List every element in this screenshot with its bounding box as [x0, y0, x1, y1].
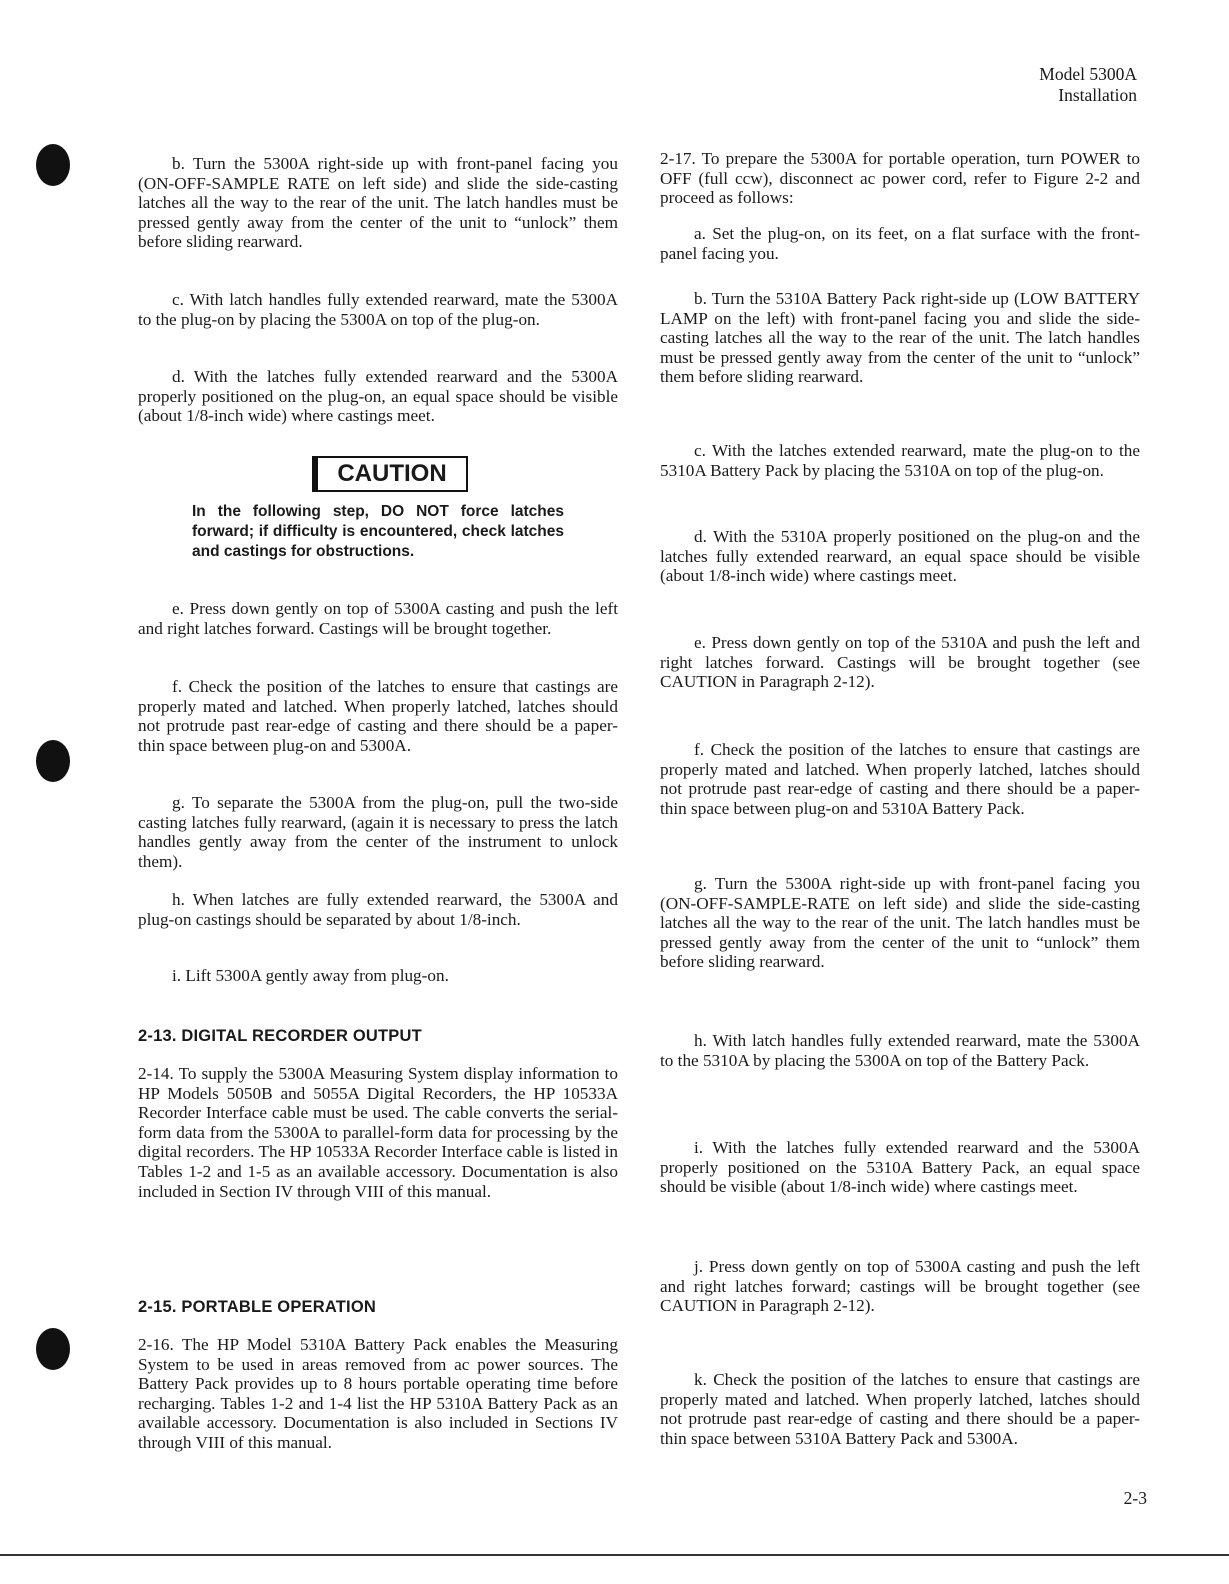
step-f-right: f. Check the position of the latches to ensure that castings are properly mated and latched. When properly latched, latches should not protrude past rear-edge of casting and there should be a paper-thin space between plug-on and 5310A Battery Pack. — [660, 740, 1140, 818]
step-c-left: c. With latch handles fully extended rearward, mate the 5300A to the plug-on by placing the 5300A on top of the plug-on. — [138, 290, 618, 329]
binder-hole-bottom — [36, 1328, 70, 1370]
heading-digital-recorder-output: 2-13. DIGITAL RECORDER OUTPUT — [138, 1027, 422, 1045]
step-d-left: d. With the latches fully extended rearward and the 5300A properly positioned on the plug-on, an equal space should be visible (about 1/8-inch wide) where castings meet. — [138, 367, 618, 426]
binder-hole-middle — [36, 740, 70, 782]
step-h-right: h. With latch handles fully extended rearward, mate the 5300A to the 5310A by placing the 5300A on top of the Battery Pack. — [660, 1031, 1140, 1070]
paragraph-2-16: 2-16. The HP Model 5310A Battery Pack enables the Measuring System to be used in areas removed from ac power sources. The Battery Pack provides up to 8 hours portable operating time before recharging. Tables 1-2 and 1-4 list the HP 5310A Battery Pack as an available accessory. Documentation is also included in Sections IV through VIII of this manual. — [138, 1335, 618, 1452]
page-header — [1039, 64, 1137, 106]
step-b-left: b. Turn the 5300A right-side up with front-panel facing you (ON-OFF-SAMPLE RATE on left side) and slide the side-casting latches all the way to the rear of the unit. The latch handles must be pressed gently away from the center of the unit to “unlock” them before sliding rearward. — [138, 154, 618, 252]
step-g-left: g. To separate the 5300A from the plug-on, pull the two-side casting latches fully rearward, (again it is necessary to press the latch handles gently away from the center of the instrument to unlock them). — [138, 793, 618, 871]
step-e-left: e. Press down gently on top of 5300A casting and push the left and right latches forward. Castings will be brought together. — [138, 599, 618, 638]
step-j-right: j. Press down gently on top of 5300A casting and push the left and right latches forward; castings will be brought together (see CAUTION in Paragraph 2-12). — [660, 1257, 1140, 1316]
step-b-right: b. Turn the 5310A Battery Pack right-side up (LOW BATTERY LAMP on the left) with front-panel facing you and slide the side-casting latches all the way to the rear of the unit. The latch handles must be pressed gently away from the center of the unit to “unlock” them before sliding rearward. — [660, 289, 1140, 387]
caution-label: CAUTION — [316, 456, 468, 492]
paragraph-2-14: 2-14. To supply the 5300A Measuring System display information to HP Models 5050B and 5055A Digital Recorders, the HP 10533A Recorder Interface cable must be used. The cable converts the serial-form data from the 5300A to parallel-form data for processing by the digital recorders. The HP 10533A Recorder Interface cable is listed in Tables 1-2 and 1-5 as an available accessory. Documentation is also included in Section IV through VIII of this manual. — [138, 1064, 618, 1201]
bottom-rule — [0, 1554, 1229, 1556]
section-label: Installation — [1058, 85, 1137, 105]
step-e-right: e. Press down gently on top of the 5310A and push the left and right latches forward. Castings will be brought together (see CAUTION in Paragraph 2-12). — [660, 633, 1140, 692]
step-d-right: d. With the 5310A properly positioned on the plug-on and the latches fully extended rearward, an equal space should be visible (about 1/8-inch wide) where castings meet. — [660, 527, 1140, 586]
model-label: Model 5300A — [1039, 64, 1137, 84]
page-number: 2-3 — [1123, 1488, 1147, 1508]
step-f-left: f. Check the position of the latches to ensure that castings are properly mated and latched. When properly latched, latches should not protrude past rear-edge of casting and there should be a paper-thin space between plug-on and 5300A. — [138, 677, 618, 755]
step-i-right: i. With the latches fully extended rearward and the 5300A properly positioned on the 5310A Battery Pack, an equal space should be visible (about 1/8-inch wide) where castings meet. — [660, 1138, 1140, 1197]
paragraph-2-17: 2-17. To prepare the 5300A for portable operation, turn POWER to OFF (full ccw), disconnect ac power cord, refer to Figure 2-2 and proceed as follows: — [660, 149, 1140, 208]
binder-hole-top — [36, 144, 70, 186]
step-k-right: k. Check the position of the latches to ensure that castings are properly mated and latched. When properly latched, latches should not protrude past rear-edge of casting and there should be a paper-thin space between 5310A Battery Pack and 5300A. — [660, 1370, 1140, 1448]
step-a-right: a. Set the plug-on, on its feet, on a flat surface with the front-panel facing you. — [660, 224, 1140, 263]
step-h-left: h. When latches are fully extended rearward, the 5300A and plug-on castings should be separated by about 1/8-inch. — [138, 890, 618, 929]
step-i-left: i. Lift 5300A gently away from plug-on. — [172, 966, 449, 985]
step-g-right: g. Turn the 5300A right-side up with front-panel facing you (ON-OFF-SAMPLE-RATE on left side) and slide the side-casting latches all the way to the rear of the unit. The latch handles must be pressed gently away from the center of the unit to “unlock” them before sliding rearward. — [660, 874, 1140, 972]
step-c-right: c. With the latches extended rearward, mate the plug-on to the 5310A Battery Pack by placing the 5310A on top of the plug-on. — [660, 441, 1140, 480]
caution-text: In the following step, DO NOT force latches forward; if difficulty is encountered, check latches and castings for obstructions. — [192, 503, 564, 560]
heading-portable-operation: 2-15. PORTABLE OPERATION — [138, 1298, 376, 1316]
